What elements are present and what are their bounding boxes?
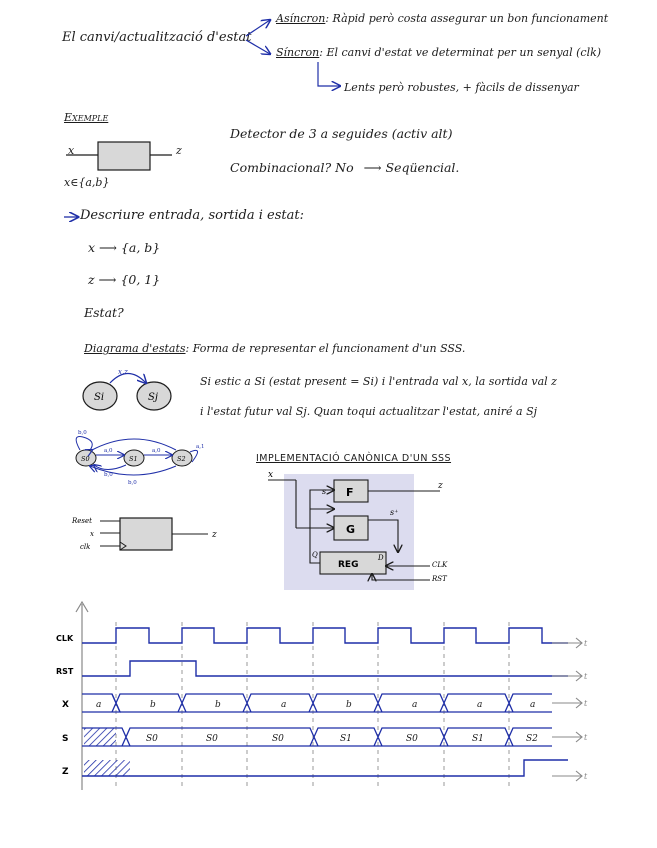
sync-label: Síncron <box>276 46 320 59</box>
s0-label: S0 <box>81 455 90 463</box>
t-label-x: t <box>584 699 588 708</box>
describe-z: z ⟶ {0, 1} <box>88 272 161 287</box>
impl-rst: RST <box>432 575 447 583</box>
example-input: x <box>68 144 75 157</box>
impl-q: Q <box>312 551 318 559</box>
impl-z: z <box>438 481 443 491</box>
example-desc2-q: Combinacional? No <box>230 160 354 175</box>
impl-f: F <box>346 486 354 499</box>
s-val-3: S0 <box>272 734 284 744</box>
diagram-text2: i l'estat futur val Sj. Quan toqui actualitzar l'estat, aniré a Sj <box>200 405 538 418</box>
x-val-3: b <box>215 700 221 710</box>
sig-s: S <box>62 734 69 744</box>
diagram-heading: Diagrama d'estats <box>84 342 186 355</box>
edge-label-2: a,0 <box>104 448 113 454</box>
s-val-2: S0 <box>206 734 218 744</box>
state-si: Si <box>94 392 105 403</box>
x-val-5: b <box>346 700 352 710</box>
intro-title: El canvi/actualització d'estat <box>62 30 252 45</box>
example-domain: x∈{a,b} <box>64 176 110 189</box>
t-label-clk: t <box>584 639 588 648</box>
s-val-4: S1 <box>340 734 352 744</box>
impl-clk: CLK <box>432 561 448 569</box>
t-label-s: t <box>584 733 588 742</box>
block-x: x <box>90 530 94 538</box>
block-clk: clk <box>80 543 91 551</box>
t-label-z: t <box>584 772 588 781</box>
example-output: z <box>176 144 182 157</box>
sig-z: Z <box>62 767 69 777</box>
sync-text: : El canvi d'estat ve determinat per un senyal (clk) <box>319 46 602 59</box>
example-desc1: Detector de 3 a seguides (activ alt) <box>230 126 453 141</box>
sig-rst: RST <box>56 667 74 676</box>
x-val-7: a <box>477 700 483 710</box>
impl-s-plus: s⁺ <box>390 508 399 517</box>
diagram-text1: Si estic a Si (estat present = Si) i l'entrada val x, la sortida val z <box>200 375 557 388</box>
sss-block <box>100 518 208 550</box>
example-box <box>66 142 172 170</box>
x-val-6: a <box>412 700 418 710</box>
describe-x: x ⟶ {a, b} <box>88 240 161 255</box>
sync-note: Lents però robustes, + fàcils de dissenyar <box>344 81 579 94</box>
s-val-7: S2 <box>526 734 538 744</box>
example-desc2-result: Seqüencial. <box>385 160 460 175</box>
block-reset: Reset <box>72 517 92 525</box>
example-heading: Exemple <box>64 111 109 124</box>
s-val-5: S0 <box>406 734 418 744</box>
edge-label-3: a,0 <box>152 448 161 454</box>
edge-label-1: b,0 <box>78 430 87 436</box>
x-val-1: a <box>96 700 102 710</box>
state-sj: Sj <box>148 392 158 403</box>
s-val-1: S0 <box>146 734 158 744</box>
x-val-4: a <box>281 700 287 710</box>
impl-x: x <box>268 470 274 480</box>
x-val-8: a <box>530 700 536 710</box>
diagram-heading-text: : Forma de representar el funcionament d'un SSS. <box>185 342 466 355</box>
impl-g: G <box>346 523 356 536</box>
impl-reg: REG <box>338 560 359 570</box>
describe-state: Estat? <box>84 305 124 320</box>
x-val-2: b <box>150 700 156 710</box>
impl-heading: IMPLEMENTACIÓ CANÒNICA D'UN SSS <box>256 453 452 464</box>
si-sj-label: x,z <box>118 368 128 376</box>
edge-label-4: a,1 <box>196 444 205 450</box>
s2-label: S2 <box>177 455 186 463</box>
impl-s: s <box>322 487 327 496</box>
timing-diagram <box>76 602 582 790</box>
s1-label: S1 <box>129 455 138 463</box>
block-z: z <box>212 530 217 540</box>
intro-branch-arrows <box>246 20 340 86</box>
t-label-rst: t <box>584 672 588 681</box>
async-text: : Ràpid però costa assegurar un bon funcionament <box>325 12 609 25</box>
describe-heading: Descriure entrada, sortida i estat: <box>80 208 304 223</box>
edge-label-6: b,0 <box>128 480 137 486</box>
sig-clk: CLK <box>56 634 74 643</box>
sig-x: X <box>62 700 69 710</box>
example-desc2: Combinacional? No ⟶ Seqüencial. <box>230 160 460 175</box>
async-label: Asíncron <box>276 12 326 25</box>
impl-d: D <box>378 554 384 562</box>
edge-label-5: b,0 <box>104 472 113 478</box>
s-val-6: S1 <box>472 734 484 744</box>
